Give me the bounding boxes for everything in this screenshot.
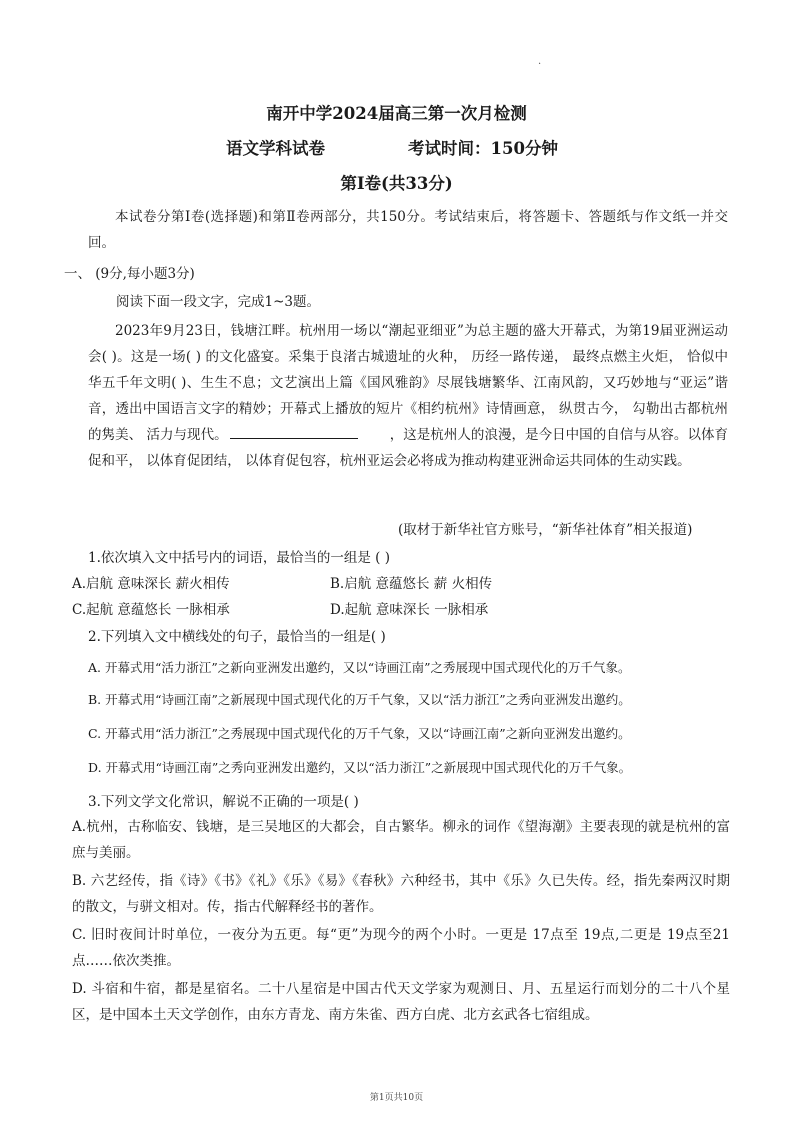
exam-time: 考试时间：150分钟 <box>408 139 558 158</box>
answer-blank-line[interactable] <box>230 423 358 439</box>
reading-passage <box>88 318 728 474</box>
page-footer: 第1页共10页 <box>369 1093 424 1103</box>
passage-part-1: 2023年9月23日，钱塘江畔。杭州用一场以“潮起亚细亚”为总主题的盛大开幕式，为第19届亚洲运动会( )。这是一场( ) 的文化盛宴。采集于良渚古城遗址的火种， 历经一路传递， 最终点燃主火炬， 恰似中华五千年文明( )、生生不息；文艺演出上篇《国风雅韵》尽展钱塘繁华、江南风韵，又巧妙地与“亚运”谐音，透出中国语言文字的精妙；开幕式上播放的短片《相约杭州》诗情画意， 纵贯古今， 勾勒出古都杭州的隽美、 活力与现代。 <box>88 323 728 443</box>
question-2-option-c[interactable]: C. 开幕式用“活力浙江”之秀展现中国式现代化的万千气象，又以“诗画江南”之新向亚洲发出邀约。 <box>88 726 631 741</box>
question-3-option-c[interactable]: C. 旧时夜间计时单位，一夜分为五更。每“更”为现今的两个小时。一更是 17点至 19点,二更是 19点至21点……依次类推。 <box>72 927 730 969</box>
exam-title: 南开中学2024届高三第一次月检测 <box>266 104 527 123</box>
question-1-option-d[interactable]: D.起航 意味深长 一脉相承 <box>330 602 489 618</box>
volume-title: 第Ⅰ卷(共33分) <box>340 174 453 193</box>
question-2-option-b[interactable]: B. 开幕式用“诗画江南”之新展现中国式现代化的万千气象，又以“活力浙江”之秀向亚洲发出邀约。 <box>88 692 631 707</box>
question-2-stem: 2.下列填入文中横线处的句子，最恰当的一组是( ) <box>88 629 386 645</box>
question-1-option-c[interactable]: C.起航 意蕴悠长 一脉相承 <box>72 602 230 618</box>
question-3-option-b[interactable]: B. 六艺经传，指《诗》《书》《礼》《乐》《易》《春秋》六种经书，其中《乐》久已失传。经，指先秦两汉时期的散文，与骈文相对。传，指古代解释经书的著作。 <box>72 873 730 915</box>
question-3-option-a[interactable]: A.杭州，古称临安、钱塘，是三吴地区的大都会，自古繁华。柳永的词作《望海潮》主要表现的就是杭州的富庶与美丽。 <box>72 819 730 861</box>
passage-source: (取材于新华社官方账号，“新华社体育”相关报道) <box>398 522 693 538</box>
question-1-stem: 1.依次填入文中括号内的词语，最恰当的一组是 ( ) <box>88 550 390 566</box>
passage-part-2: ，这是杭州人的浪漫，是今日中国的自信与从容。以体育促和平， 以体育促团结， 以体育促包容，杭州亚运会必将成为推动构建亚洲命运共同体的生动实践。 <box>88 427 729 469</box>
subject-label: 语文学科试卷 <box>226 139 325 158</box>
question-3-stem: 3.下列文学文化常识，解说不正确的一项是( ) <box>88 794 359 810</box>
question-2-option-d[interactable]: D. 开幕式用“诗画江南”之秀向亚洲发出邀约，又以“活力浙江”之新展现中国式现代化的万千气象。 <box>88 760 632 775</box>
intro-paragraph: 本试卷分第Ⅰ卷(选择题)和第Ⅱ卷两部分，共150分。考试结束后，将答题卡、答题纸与作文纸一并交回。 <box>88 209 728 251</box>
stray-dot: . <box>538 56 542 67</box>
question-1-option-a[interactable]: A.启航 意味深长 薪火相传 <box>72 576 230 592</box>
question-2-option-a[interactable]: A. 开幕式用“活力浙江”之新向亚洲发出邀约，又以“诗画江南”之秀展现中国式现代化的万千气象。 <box>88 660 631 675</box>
reading-instruction: 阅读下面一段文字，完成1~3题。 <box>116 294 320 310</box>
question-1-option-b[interactable]: B.启航 意蕴悠长 薪 火相传 <box>330 576 493 592</box>
question-3-option-d[interactable]: D. 斗宿和牛宿，都是星宿名。二十八星宿是中国古代天文学家为观测日、月、五星运行而划分的二十八个星区，是中国本土天文学创作，由东方青龙、南方朱雀、西方白虎、北方玄武各七宿组成。 <box>72 981 730 1023</box>
section-heading: 一、 (9分,每小题3分) <box>64 266 195 282</box>
